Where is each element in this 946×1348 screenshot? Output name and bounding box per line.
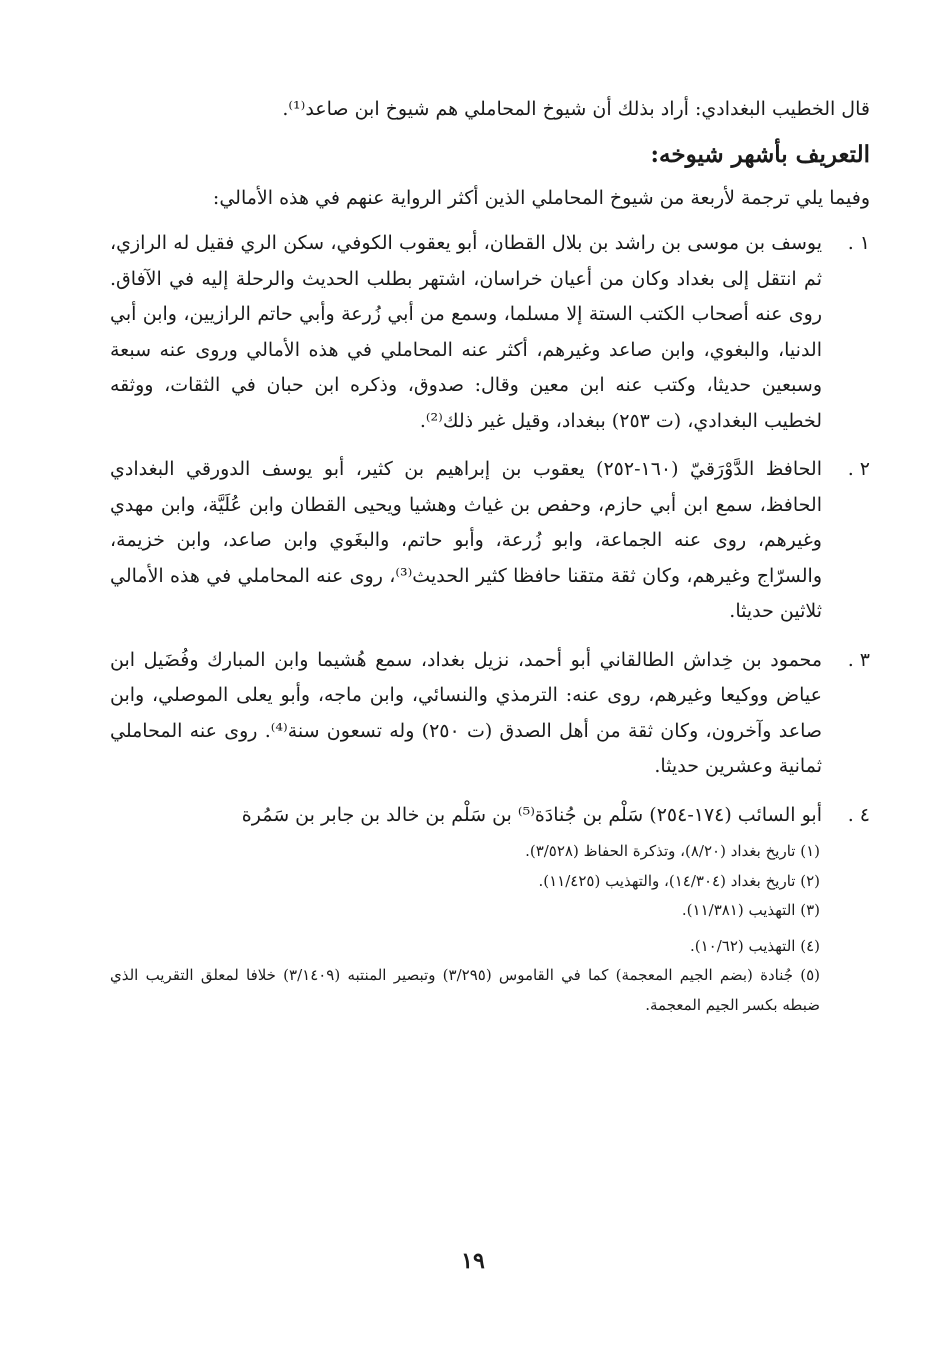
item-number: ٤ . [847,803,870,826]
item-number: ٢ . [847,458,870,480]
footnote: (٥) جُنادة (بضم الجيم المعجمة) كما في القاموس (٣/٢٩٥) وتبصير المنتبه (٣/١٤٠٩) خلافا لمعلق التقريب الذي ضبطه بكسر الجيم المعجمة. [110,966,820,1014]
page-number: ١٩ [461,1248,485,1274]
list-item [110,798,870,834]
item-number: ٣ . [847,648,870,671]
item-text: يوسف بن موسى بن راشد بن بلال القطان، أبو يعقوب الكوفي، سكن الري فقيل له الرازي، ثم انتقل إلى بغداد وكان من أعيان خراسان، اشتهر بطلب الحديث والرحلة إليه في الآفاق. روى عنه أصحاب الكتب الستة إلا مسلما، وسمع من أبي زُرعة وأبي حاتم الرازيين، وابن أبي الدنيا، والبغوي، وابن صاعد وغيرهم، أكثر عنه المحاملي في هذه الأمالي وروى عنه سبعة وسبعين حديثا، وكتب عنه ابن معين وقال: صدوق، وذكره ابن حبان في الثقات، ووثقه لخطيب البغدادي، (ت ٢٥٣) ببغداد، وقيل غير ذلك⁽²⁾. [110,232,822,432]
footnote: (٢) تاريخ بغداد (١٤/٣٠٤)، والتهذيب (١١/٤٢٥). [538,871,820,890]
list-item [110,226,870,439]
item-text: أبو السائب (١٧٤-٢٥٤) سَلْم بن جُنادَة⁽⁵⁾ بن سَلْم بن خالد بن جابر بن سَمُرة [241,803,822,826]
footnote: (٤) التهذيب (١٠/٦٢). [689,936,820,955]
item-number: ١ . [847,232,870,254]
footnotes [110,837,870,1020]
list-item [110,643,870,785]
item-text: محمود بن خِداش الطالقاني أبو أحمد، نزيل بغداد، سمع هُشيما وابن المبارك وفُضَيل ابن عياض ووكيعا وغيرهم، روى عنه: الترمذي والنسائي، وابن ماجه، وأبو يعلى الموصلي، وابن صاعد وآخرون، وكان ثقة من أهل الصدق (ت ٢٥٠) وله تسعون سنة⁽⁴⁾. روى عنه المحاملي ثمانية وعشرين حديثا. [110,648,822,777]
item-text: الحافظ الدَّوْرَقيّ (١٦٠-٢٥٢) يعقوب بن إبراهيم بن كثير، أبو يوسف الدورقي البغدادي الحافظ، سمع ابن أبي حازم، وحفص بن غياث وهشيا ويحيى القطان وابن عُلَيَّة، وابن مهدي وغيرهم، روى عنه الجماعة، وابو زُرعة، وأبو حاتم، والبغَوي وابن صاعد، وابن خزيمة، والسرّاج وغيرهم، وكان ثقة متقنا حافظا كثير الحديث⁽³⁾، روى عنه المحاملي في هذه الأمالي ثلاثين حديثا. [110,458,822,622]
intro-paragraph: قال الخطيب البغدادي: أراد بذلك أن شيوخ المحاملي هم شيوخ ابن صاعد⁽¹⁾. [282,98,870,120]
lead-paragraph: وفيما يلي ترجمة لأربعة من شيوخ المحاملي الذين أكثر الرواية عنهم في هذه الأمالي: [212,187,870,209]
footnote: (٣) التهذيب (١١/٣٨١). [681,901,820,919]
list-item [110,452,870,630]
section-heading: التعريف بأشهر شيوخه: [650,141,870,168]
page-content [110,92,870,1020]
footnote: (١) تاريخ بغداد (٨/٢٠)، وتذكرة الحفاظ (٣/٥٢٨). [525,842,820,860]
